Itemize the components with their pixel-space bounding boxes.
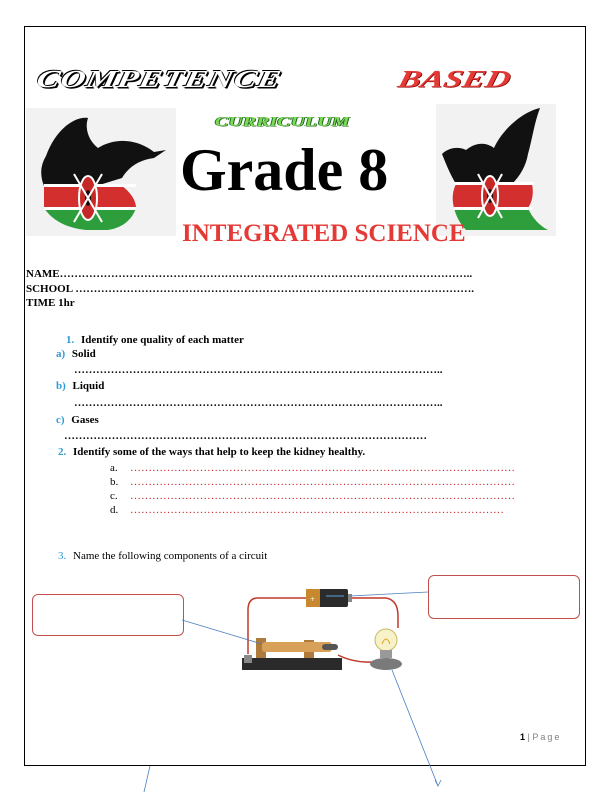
page-label: Page — [532, 732, 562, 742]
q1-part-a-letter: a) — [56, 348, 66, 360]
battery-component — [306, 589, 352, 607]
q1-part-b-answer-line: ……………………………………………………………………………………….. — [74, 397, 443, 409]
grade-title: Grade 8 — [180, 137, 389, 203]
page-footer — [520, 732, 561, 742]
school-field: SCHOOL ………………………………………………………………………………………………. — [26, 283, 474, 295]
q2-item-d-line: ………………………………………………………………………………………… — [130, 504, 504, 516]
question-2-number: 2. — [58, 446, 67, 458]
name-field: NAME………………………………………………………………………………………………….. — [26, 268, 473, 280]
q1-part-a-answer-line: ……………………………………………………………………………………….. — [74, 364, 443, 376]
question-3-number: 3. — [58, 550, 67, 562]
q2-item-a-line: …………………………………………………………………………………………… — [130, 462, 515, 474]
subject-title: INTEGRATED SCIENCE — [182, 220, 466, 247]
wordart-competence: COMPETENCE — [34, 66, 285, 93]
question-2-text: Identify some of the ways that help to keep the kidney healthy. — [73, 446, 366, 458]
q1-part-c-answer-line: ……………………………………………………………………………………… — [64, 430, 427, 442]
connector-extra — [144, 766, 150, 792]
q2-item-d-letter: d. — [110, 504, 119, 516]
q2-item-b-letter: b. — [110, 476, 119, 488]
connector-battery — [350, 592, 428, 596]
page-number: 1 — [520, 732, 526, 742]
bulb-component — [370, 629, 402, 670]
q1-part-c-letter: c) — [56, 414, 65, 426]
question-1-number: 1. — [66, 334, 75, 346]
q2-item-c-letter: c. — [110, 490, 118, 502]
question-3-text: Name the following components of a circuit — [73, 550, 268, 562]
svg-text:+: + — [310, 596, 316, 603]
q1-part-b-label: Liquid — [72, 380, 105, 392]
wordart-curriculum: CURRICULUM — [215, 114, 350, 130]
time-field: TIME 1hr — [26, 297, 75, 309]
q1-part-a-label: Solid — [71, 348, 96, 360]
wire-right — [350, 598, 398, 628]
question-1-text: Identify one quality of each matter — [81, 334, 244, 346]
q1-part-c-label: Gases — [71, 414, 99, 426]
q2-item-b-line: …………………………………………………………………………………………… — [130, 476, 515, 488]
page-separator: | — [527, 732, 530, 742]
connector-bulb — [392, 670, 438, 786]
q1-part-b-letter: b) — [56, 380, 66, 392]
wordart-based: BASED — [395, 66, 514, 93]
q2-item-a-letter: a. — [110, 462, 118, 474]
connector-switch — [182, 620, 262, 644]
q2-item-c-line: …………………………………………………………………………………………… — [130, 490, 515, 502]
